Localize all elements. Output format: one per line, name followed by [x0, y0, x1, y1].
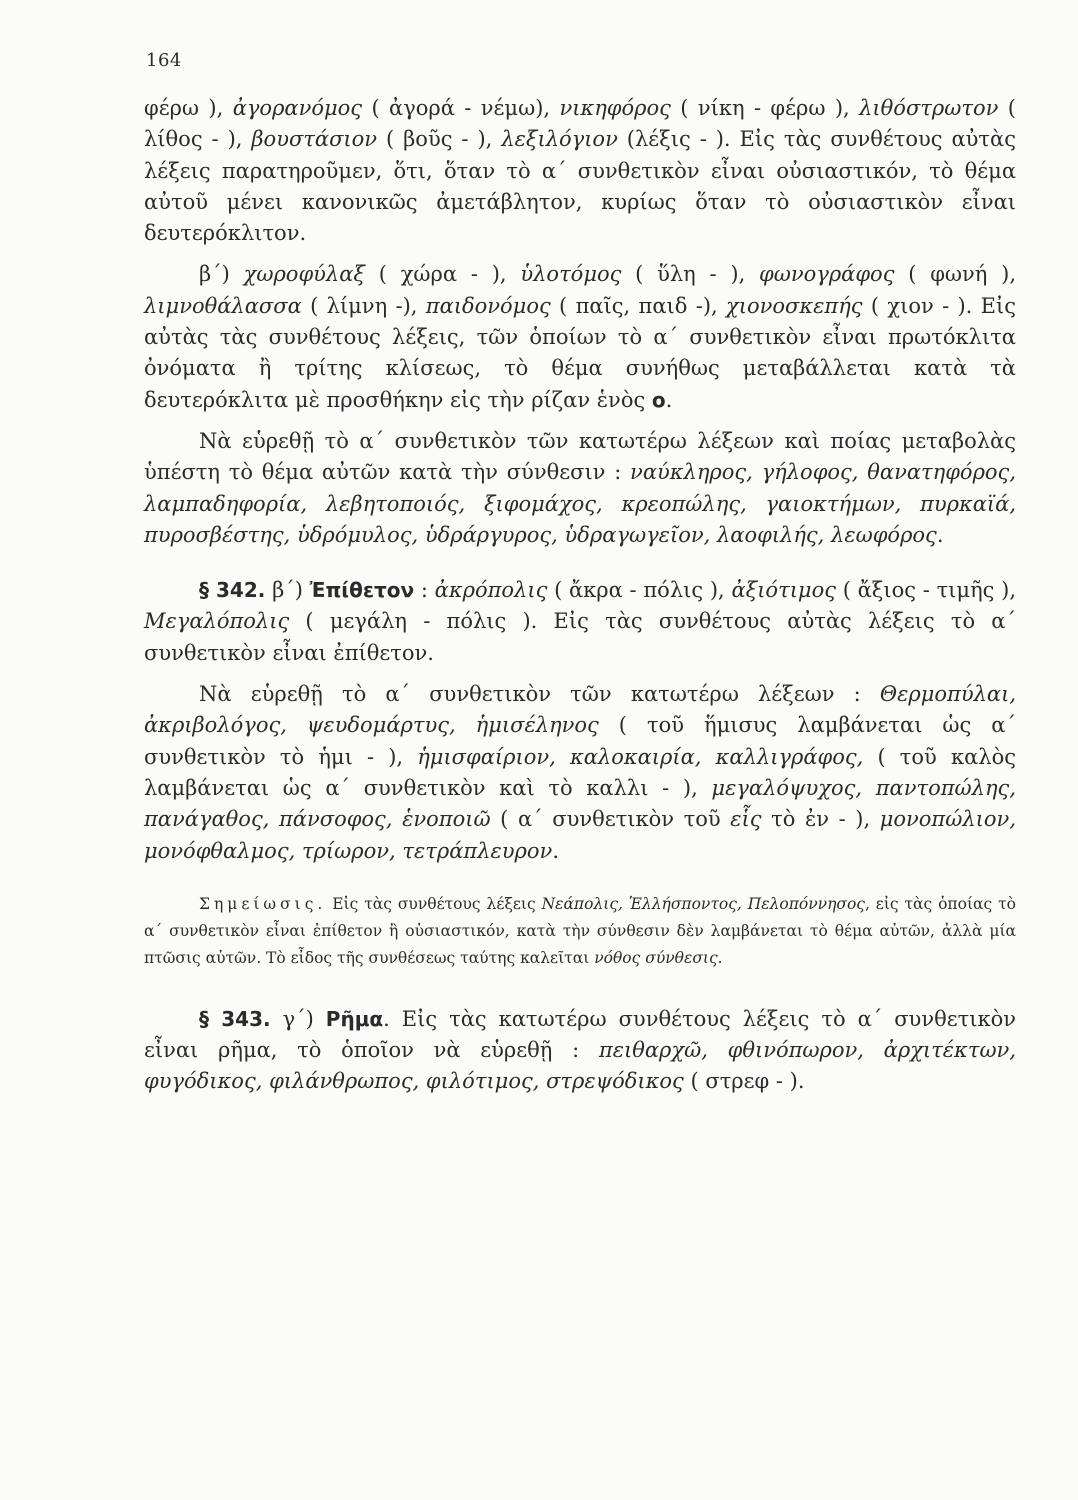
text: ( λίμνη -),	[301, 293, 426, 318]
text: τὸ ἐν - ),	[761, 807, 880, 832]
term: νόθος σύνθεσις	[594, 948, 718, 967]
text: β΄)	[199, 262, 244, 287]
section-heading: Ἐπίθετον	[309, 578, 415, 603]
example-word: παιδονόμος	[425, 293, 551, 318]
example-word: ὑλοτόμος	[520, 262, 622, 287]
section-343	[144, 1004, 1016, 1098]
text: ( τοῦ ἥμισυς λαμβάνεται ὡς α΄ συνθετικὸν τὸ ἡμι - ),	[144, 713, 1016, 769]
example-word: ἀκρόπολις	[434, 578, 548, 603]
text: ( νίκη - φέρω ),	[670, 96, 860, 120]
example-word: εἷς	[730, 807, 762, 832]
text: ( παῖς, παιδ -),	[550, 293, 727, 318]
text: . Εἰς τὰς κατωτέρω συνθέτους λέξεις τὸ α΄ συνθετικὸν εἶναι ρῆμα, τὸ ὁποῖον νὰ εὑρεθῇ :	[144, 1006, 1016, 1063]
text: ( ἀγορά - νέμω),	[362, 96, 560, 120]
text: ( ὕλη - ),	[621, 262, 760, 287]
text: ( λίθος - ),	[144, 96, 1016, 152]
text: Νὰ εὑρεθῇ τὸ α΄ συνθετικὸν τῶν κατωτέρω λέξεων καὶ ποίας μεταβολὰς ὑπέστη τὸ θέμα αὐτῶν κατὰ τὴν σύνθεσιν :	[144, 428, 1016, 485]
text: ( μεγάλη - πόλις ). Εἰς τὰς συνθέτους αὐτὰς λέξεις τὸ α΄ συνθετικὸν εἶναι ἐπίθετον.	[144, 609, 1016, 665]
example-word: βουστάσιον	[251, 127, 378, 152]
section-number: § 343.	[199, 1006, 271, 1031]
exercise-words: ἡμισφαίριον, καλοκαιρία, καλλιγράφος,	[417, 744, 864, 769]
exercise-words: πειθαρχῶ, φθινόπωρον, ἀρχιτέκτων, φυγόδικος, φιλάνθρωπος, φιλότιμος, στρεψόδικος	[144, 1038, 1017, 1094]
example-word: λεξιλόγιον	[501, 127, 618, 152]
note-paragraph	[144, 891, 1016, 972]
exercise-paragraph-2	[144, 679, 1016, 867]
text: φέρω ),	[144, 96, 233, 120]
paragraph-b-first-third-declension	[144, 259, 1016, 415]
text: γ΄)	[270, 1006, 326, 1031]
page-number: 164	[146, 50, 182, 71]
text: ( χιον - ). Εἰς αὐτὰς τὰς συνθέτους λέξεις, τῶν ὁποίων τὸ α΄ συνθετικὸν εἶναι πρωτόκλιτα ὀνόματα ἢ τρίτης κλίσεως, τὸ θέμα συνήθως μεταβάλλεται κατὰ τὰ δευτερόκλιτα μὲ προσθήκην εἰς τὴν ρίζαν ἑνὸς	[144, 293, 1016, 412]
text: :	[414, 578, 435, 603]
example-word: Μεγαλόπολις	[144, 609, 290, 634]
text: ( χώρα - ),	[364, 262, 521, 287]
exercise-words: Θερμοπύλαι, ἀκριβολόγος, ψευδομάρτυς, ἡμισέληνος	[144, 682, 1016, 738]
example-word: χωροφύλαξ	[243, 262, 365, 287]
text: ( φωνή ),	[894, 262, 1016, 287]
text: .	[717, 948, 723, 967]
example-word: φωνογράφος	[759, 262, 895, 287]
text: , εἰς τὰς ὁποίας τὸ α΄ συνθετικὸν εἶναι ἐπίθετον ἢ οὐσιαστικόν, κατὰ τὴν σύνθεσιν δὲν λαμβάνεται τὸ θέμα αὐτῶν, ἀλλὰ μία πτῶσις αὐτῶν. Τὸ εἶδος τῆς συνθέσεως ταύτης καλεῖται	[144, 894, 1016, 967]
text: .	[552, 838, 559, 863]
example-word: Νεάπολις, Ἑλλήσποντος, Πελοπόννησος	[541, 894, 865, 913]
exercise-words: ναύκληρος, γήλοφος, θανατηφόρος, λαμπαδηφορία, λεβητοποιός, ξιφομάχος, κρεοπώλης, γαιοκτήμων, πυρκαϊά, πυροσβέστης, ὑδρόμυλος, ὑδράργυρος, ὑδραγωγεῖον, λαοφιλής, λεωφόρος	[144, 460, 1016, 547]
example-word: λιθόστρωτον	[859, 96, 999, 120]
section-heading: Ρῆμα	[325, 1006, 384, 1031]
section-342	[144, 575, 1016, 669]
text: Νὰ εὑρεθῇ τὸ α΄ συνθετικὸν τῶν κατωτέρω λέξεων :	[199, 682, 880, 707]
text: ( βοῦς - ),	[377, 127, 502, 152]
text: ( ἄκρα - πόλις ),	[547, 578, 732, 603]
text: .	[936, 522, 944, 547]
page-body	[144, 93, 1016, 1098]
text: .	[665, 387, 673, 412]
note-label: Σημείωσις.	[199, 894, 327, 913]
text: ( τοῦ καλὸς λαμβάνεται ὡς α΄ συνθετικὸν καὶ τὸ καλλι - ),	[144, 744, 1016, 800]
paragraph-first-component-noun	[144, 93, 1016, 249]
exercise-paragraph-1	[144, 426, 1016, 551]
bold-letter: ο	[651, 387, 666, 412]
exercise-words: μεγαλόψυχος, παντοπώλης, πανάγαθος, πάνσοφος, ἑνοποιῶ	[144, 775, 1016, 832]
example-word: ἀγορανόμος	[232, 96, 363, 120]
example-word: λιμνοθάλασσα	[144, 293, 302, 318]
section-number: § 342.	[199, 578, 266, 603]
text: β΄)	[265, 578, 310, 603]
text: (λέξις - ). Εἰς τὰς συνθέτους αὐτὰς λέξεις παρατηροῦμεν, ὅτι, ὅταν τὸ α΄ συνθετικὸν εἶναι οὐσιαστικόν, τὸ θέμα αὐτοῦ μένει κανονικῶς ἀμετάβλητον, κυρίως ὅταν τὸ οὐσιαστικὸν εἶναι δευτερόκλιτον.	[144, 127, 1016, 246]
text: ( ἄξιος - τιμῆς ),	[835, 578, 1016, 603]
example-word: νικηφόρος	[559, 96, 671, 120]
exercise-words: μονοπώλιον, μονόφθαλμος, τρίωρον, τετράπλευρον	[144, 807, 1016, 863]
text: Εἰς τὰς συνθέτους λέξεις	[326, 894, 542, 913]
example-word: χιονοσκεπής	[726, 293, 863, 318]
example-word: ἀξιότιμος	[731, 578, 836, 603]
text: ( στρεφ - ).	[683, 1069, 805, 1094]
text: ( α΄ συνθετικὸν τοῦ	[490, 807, 731, 832]
